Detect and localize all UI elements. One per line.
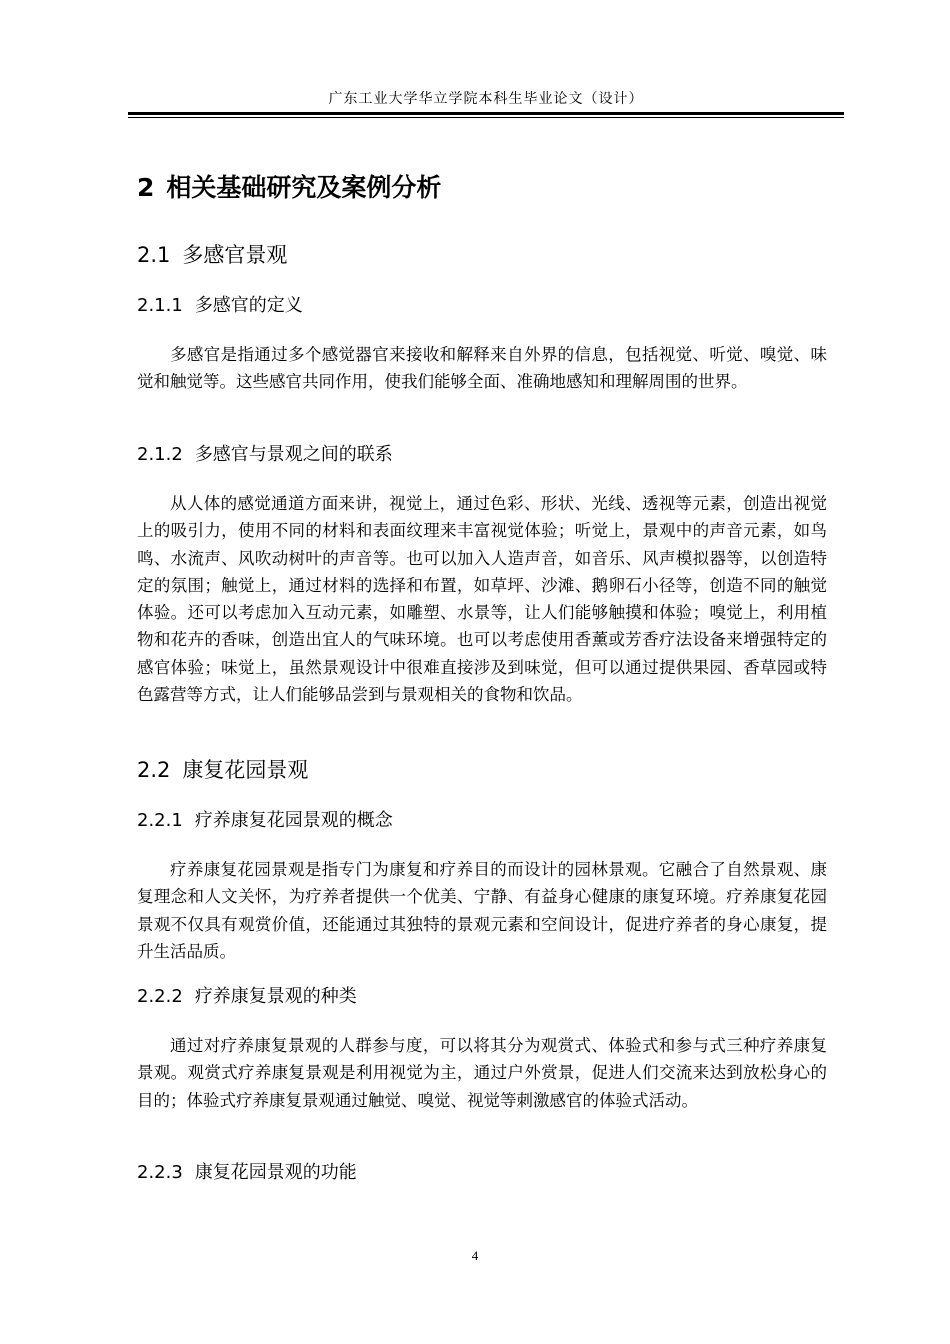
- subsection-number: 2.2.1: [137, 810, 183, 831]
- subsection-title: 多感官与景观之间的联系: [194, 444, 393, 465]
- chapter-title-text: 相关基础研究及案例分析: [166, 173, 442, 202]
- header-rule-thick: [128, 112, 844, 115]
- paragraph-2-1-2: 从人体的感觉通道方面来讲，视觉上，通过色彩、形状、光线、透视等元素，创造出视觉上的吸引力，使用不同的材料和表面纹理来丰富视觉体验；听觉上，景观中的声音元素，如鸟鸣、水流声、风吹动树叶的声音等。也可以加入人造声音，如音乐、风声模拟器等，以创造特定的氛围；触觉上，通过材料的选择和布置，如草坪、沙滩、鹅卵石小径等，创造不同的触觉体验。还可以考虑加入互动元素，如雕塑、水景等，让人们能够触摸和体验；嗅觉上，利用植物和花卉的香味，创造出宜人的气味环境。也可以考虑使用香薰或芳香疗法设备来增强特定的感官体验；味觉上，虽然景观设计中很难直接涉及到味觉，但可以通过提供果园、香草园或特色露营等方式，让人们能够品尝到与景观相关的食物和饮品。: [137, 494, 827, 705]
- subsection-number: 2.2.2: [137, 986, 183, 1007]
- subsection-number: 2.1.2: [137, 444, 183, 465]
- subsection-heading-2-2-3: [137, 1160, 827, 1186]
- subsection-heading-2-1-2: [137, 442, 827, 468]
- paragraph-2-2-1: 疗养康复花园景观是指专门为康复和疗养目的而设计的园林景观。它融合了自然景观、康复理念和人文关怀，为疗养者提供一个优美、宁静、有益身心健康的康复环境。疗养康复花园景观不仅具有观赏价值，还能通过其独特的景观元素和空间设计，促进疗养者的身心康复，提升生活品质。: [137, 860, 827, 961]
- subsection-title: 康复花园景观的功能: [194, 1162, 357, 1183]
- section-heading-2-2: [137, 756, 827, 784]
- section-number: 2.2: [137, 758, 171, 782]
- subsection-number: 2.2.3: [137, 1162, 183, 1183]
- section-heading-2-1: [137, 241, 827, 269]
- paragraph-2-2-2: 通过对疗养康复景观的人群参与度，可以将其分为观赏式、体验式和参与式三种疗养康复景观。观赏式疗养康复景观是利用视觉为主，通过户外赏景，促进人们交流来达到放松身心的目的；体验式疗养康复景观通过触觉、嗅觉、视觉等刺激感官的体验式活动。: [137, 1036, 827, 1110]
- section-title: 多感官景观: [182, 243, 288, 267]
- section-number: 2.1: [137, 243, 171, 267]
- header-rule-thin: [128, 117, 844, 118]
- subsection-title: 多感官的定义: [194, 295, 303, 316]
- subsection-heading-2-1-1: [137, 293, 827, 319]
- subsection-heading-2-2-2: [137, 984, 827, 1010]
- running-header: 广东工业大学华立学院本科生毕业论文（设计）: [328, 91, 644, 107]
- subsection-number: 2.1.1: [137, 295, 183, 316]
- subsection-title: 疗养康复花园景观的概念: [194, 810, 393, 831]
- subsection-heading-2-2-1: [137, 808, 827, 834]
- chapter-title: [137, 172, 827, 204]
- subsection-title: 疗养康复景观的种类: [194, 986, 357, 1007]
- paragraph-2-1-1: 多感官是指通过多个感觉器官来接收和解释来自外界的信息，包括视觉、听觉、嗅觉、味觉和触觉等。这些感官共同作用，使我们能够全面、准确地感知和理解周围的世界。: [137, 345, 827, 392]
- page-number: 4: [471, 1248, 479, 1263]
- chapter-number: 2: [137, 173, 155, 202]
- section-title: 康复花园景观: [182, 758, 309, 782]
